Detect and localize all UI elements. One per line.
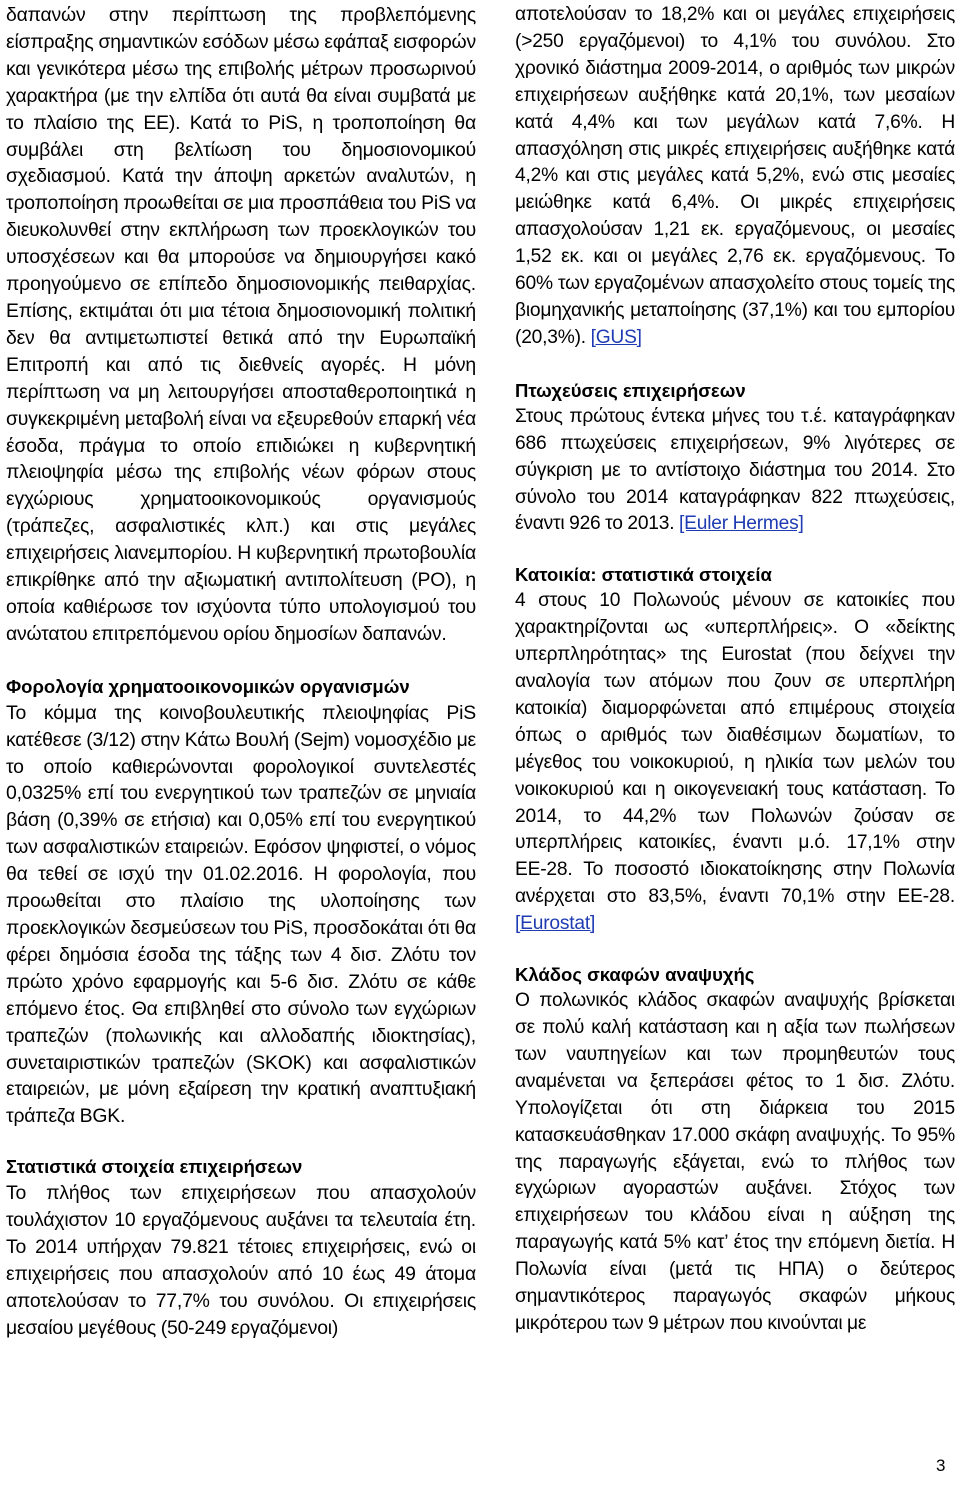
source-link-euler-hermes[interactable]: [Euler Hermes] [679,513,804,535]
paragraph-business-stats-cont [515,2,955,352]
text-housing: 4 στους 10 Πολωνούς μένουν σε κατοικίες που χαρακτηρίζονται ως «υπερπλήρεις». Ο «δείκτης υπερπληρότητας» της Eurostat (που δείχνει την αναλογία των ατόμων που ζουν σε υπερπλήρη κατοικία) διαμορφώνεται από επιμέρους στοιχεία όπως ο αριθμός των διαθέσιμων δωματίων, το μέγεθος του νοικοκυριού, η ηλικία των μελών του νοικοκυριού και η οικογενειακή τους κατάσταση. Το 2014, το 44,2% των Πολωνών ζούσαν σε υπερπλήρεις κατοικίες, έναντι μ.ό. 17,1% στην ΕΕ-28. Το ποσοστό ιδιοκατοίκησης στην Πολωνία ανέρχεται στο 83,5%, έναντι 70,1% στην ΕΕ-28. [515,590,955,908]
paragraph-fiscal-rule: δαπανών στην περίπτωση της προβλεπόμενης είσπραξης σημαντικών εσόδων μέσω εφάπαξ εισφορών και γενικότερα μέσω της επιβολής μέτρων προσωρινού χαρακτήρα (με την ελπίδα ότι αυτά θα είναι συμβατά με το πλαίσιο της ΕΕ). Κατά το PiS, η τροποποίηση θα συμβάλει στη βελτίωση του δημοσιονομικού σχεδιασμού. Κατά την άποψη αρκετών αναλυτών, η τροποποίηση προωθείται σε μια προσπάθεια του PiS να διευκολυνθεί στην εκπλήρωση των προεκλογικών του υποσχέσεων και θα μπορούσε να δημιουργήσει κακό προηγούμενο σε επίπεδο δημοσιονομικής πειθαρχίας. Επίσης, εκτιμάται ότι μια τέτοια δημοσιονομική πολιτική δεν θα αντιμετωπιστεί θετικά από την Ευρωπαϊκή Επιτροπή και από τις διεθνείς αγορές. Η μόνη περίπτωση να μη λειτουργήσει αποσταθεροποιητικά η συγκεκριμένη μεταβολή είναι να εξευρεθούν επαρκή νέα έσοδα, πράγμα το οποίο επιδιώκει η κυβερνητική πλειοψηφία μέσω της επιβολής νέων φόρων στους εγχώριους χρηματοοικονομικούς οργανισμούς (τράπεζες, ασφαλιστικές κλπ.) και στις μεγάλες επιχειρήσεις λιανεμπορίου. Η κυβερνητική πρωτοβουλία επικρίθηκε από την αξιωματική αντιπολίτευση (PO), η οποία καθιέρωσε τον ισχύοντα τύπο υπολογισμού του ανώτατου επιτρεπόμενου ορίου δημοσίων δαπανών. [6,4,476,645]
heading-financial-tax: Φορολογία χρηματοοικονομικών οργανισμών [6,675,410,697]
heading-bankruptcies: Πτωχεύσεις επιχειρήσεων [515,379,746,401]
heading-housing: Κατοικία: στατιστικά στοιχεία [515,564,772,586]
left-column [6,2,476,1342]
paragraph-financial-tax: Το κόμμα της κοινοβουλευτικής πλειοψηφίας PiS κατέθεσε (3/12) στην Κάτω Βουλή (Sejm) νομοσχέδιο με το οποίο καθιερώνονται φορολογικοί συντελεστές 0,0325% επί του ενεργητικού των τραπεζών σε μηνιαία βάση (0,39% σε ετήσια) και 0,05% επί του ενεργητικού των ασφαλιστικών εταιρειών. Εφόσον ψηφιστεί, ο νόμος θα τεθεί σε ισχύ την 01.02.2016. Η φορολογία, που προωθείται στο πλαίσιο της υλοποίησης των προεκλογικών δεσμεύσεων του PiS, προσδοκάται ότι θα φέρει δημόσια έσοδα της τάξης των 4 δισ. Ζλότυ τον πρώτο χρόνο εφαρμογής και 5-6 δισ. Ζλότυ σε κάθε επόμενο έτος. Θα επιβληθεί στο σύνολο των εγχώριων τραπεζών (πολωνικής και αλλοδαπής ιδιοκτησίας), συνεταιριστικών τραπεζών (SKOK) και ασφαλιστικών εταιρειών, με μόνη εξαίρεση την κρατική αναπτυξιακή τράπεζα BGK. [6,701,476,1128]
heading-yachts: Κλάδος σκαφών αναψυχής [515,964,755,986]
heading-business-stats: Στατιστικά στοιχεία επιχειρήσεων [6,1156,303,1178]
paragraph-business-stats: Το πλήθος των επιχειρήσεων που απασχολούν τουλάχιστον 10 εργαζόμενους αυξάνει τα τελευταία έτη. Το 2014 υπήρχαν 79.821 τέτοιες επιχειρήσεις, ενώ οι επιχειρήσεις που απασχολούν από 10 έως 49 άτομα αποτελούσαν το 77,7% του συνόλου. Οι επιχειρήσεις μεσαίου μεγέθους (50-249 εργαζόμενοι) [6,1182,476,1339]
source-link-gus[interactable]: [GUS] [590,326,642,348]
source-link-eurostat[interactable]: [Eurostat] [515,913,596,935]
page-number: 3 [936,1456,946,1475]
paragraph-housing [515,588,955,938]
paragraph-yachts: Ο πολωνικός κλάδος σκαφών αναψυχής βρίσκεται σε πολύ καλή κατάσταση και η αξία των πωλήσεων των ναυπηγείων και των προμηθευτών τους αναμένεται να ξεπεράσει φέτος το 1 δισ. Ζλότυ. Υπολογίζεται ότι στη διάρκεια του 2015 κατασκευάσθηκαν 17.000 σκάφη αναψυχής. Το 95% της παραγωγής εξάγεται, ενώ το πλήθος των εγχώριων αγοραστών αυξάνει. Στόχος των επιχειρήσεων του κλάδου είναι η αύξηση της παραγωγής κατά 5% κατ’ έτος την επόμενη διετία. Η Πολωνία είναι (μετά τις ΗΠΑ) ο δεύτερος σημαντικότερος παραγωγός σκαφών μήκους μικρότερου των 9 μέτρων που κινούνται με [515,990,955,1334]
paragraph-bankruptcies [515,404,955,539]
text-bankruptcies: Στους πρώτους έντεκα μήνες του τ.έ. καταγράφηκαν 686 πτωχεύσεις επιχειρήσεων, 9% λιγότερες σε σύγκριση με το αντίστοιχο διάστημα του 2014. Στο σύνολο του 2014 καταγράφηκαν 822 πτωχεύσεις, έναντι 926 το 2013. [515,405,955,535]
right-column [515,2,955,1338]
text-business-stats-cont: αποτελούσαν το 18,2% και οι μεγάλες επιχειρήσεις (>250 εργαζόμενοι) το 4,1% του συνόλου. Στο χρονικό διάστημα 2009-2014, ο αριθμός των μικρών επιχειρήσεων αυξήθηκε κατά 20,1%, των μεσαίων κατά 4,4% και των μεγάλων κατά 7,6%. Η απασχόληση στις μικρές επιχειρήσεις αυξήθηκε κατά 4,2% και στις μεγάλες κατά 5,2%, ενώ στις μεσαίες μειώθηκε κατά 6,4%. Οι μικρές επιχειρήσεις απασχολούσαν 1,21 εκ. εργαζόμενους, οι μεσαίες 1,52 εκ. και οι μεγάλες 2,76 εκ. εργαζόμενους. Το 60% των εργαζομένων απασχολείτο στους τομείς της βιομηχανικής μεταποίησης (37,1%) και του εμπορίου (20,3%). [515,4,955,348]
